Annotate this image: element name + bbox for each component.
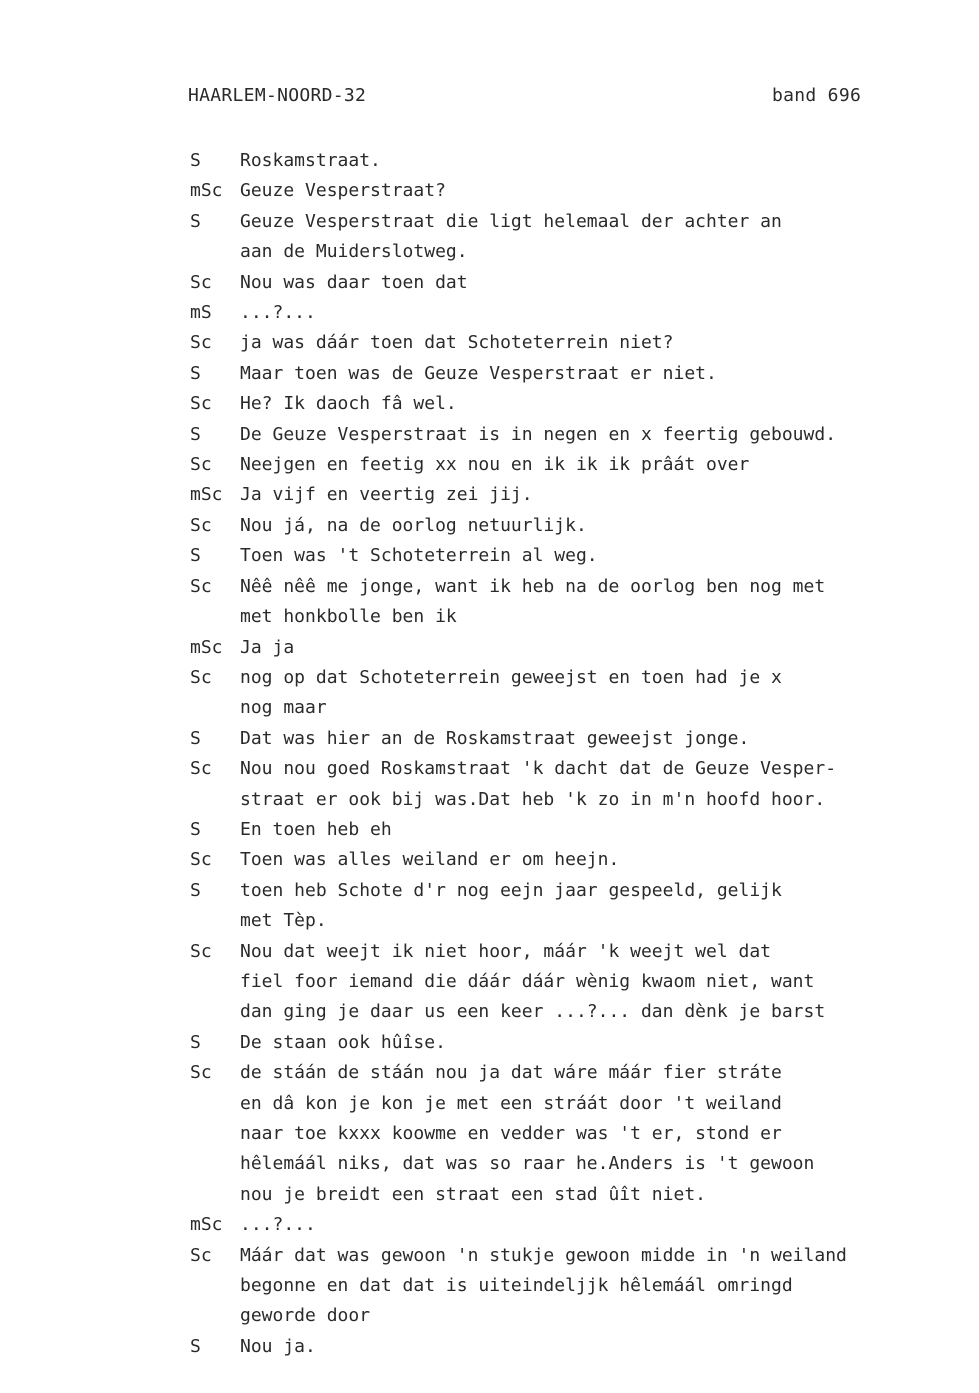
transcript-entry	[190, 541, 950, 571]
transcript-entry	[190, 937, 950, 1028]
utterance-line: aan de Muiderslotweg.	[240, 241, 468, 263]
utterance-line: Geuze Vesperstraat die ligt helemaal der achter an	[240, 210, 782, 232]
utterance	[240, 633, 950, 663]
transcript-entry	[190, 815, 950, 845]
utterance-line: Ja ja	[240, 636, 295, 658]
transcript-entry	[190, 176, 950, 206]
utterance-line: Dat was hier an de Roskamstraat geweejst jonge.	[240, 727, 750, 749]
utterance-line: begonne en dat dat is uiteindeljjk hêlemáál omringd	[240, 1275, 793, 1297]
utterance-line: Máár dat was gewoon 'n stukje gewoon midde in 'n weiland	[240, 1244, 847, 1266]
utterance-line: dan ging je daar us een keer ...?... dan dènk je barst	[240, 1001, 826, 1023]
utterance	[240, 724, 950, 754]
utterance-line: geworde door	[240, 1305, 371, 1327]
utterance	[240, 572, 950, 633]
utterance-line: Neejgen en feetig xx nou en ik ik ik prâát over	[240, 454, 750, 476]
utterance	[240, 146, 950, 176]
utterance	[240, 876, 950, 937]
utterance-line: Nou nou goed Roskamstraat 'k dacht dat de Geuze Vesper-	[240, 758, 837, 780]
transcript-entry	[190, 389, 950, 419]
speaker-label: Sc	[190, 454, 212, 476]
utterance-line: met honkbolle ben ik	[240, 606, 457, 628]
utterance	[240, 389, 950, 419]
utterance-line: Geuze Vesperstraat?	[240, 180, 446, 202]
utterance-line: hêlemáál niks, dat was so raar he.Anders is 't gewoon	[240, 1153, 815, 1175]
utterance	[240, 1058, 950, 1210]
utterance	[240, 480, 950, 510]
utterance-line: De Geuze Vesperstraat is in negen en x feertig gebouwd.	[240, 423, 837, 445]
utterance-line: straat er ook bij was.Dat heb 'k zo in m'n hoofd hoor.	[240, 788, 826, 810]
document-id: HAARLEM-NOORD-32	[188, 85, 367, 106]
utterance-line: fiel foor iemand die dáár dáár wènig kwaom niet, want	[240, 970, 815, 992]
utterance	[240, 541, 950, 571]
transcript-entry	[190, 724, 950, 754]
utterance-line: de stáán de stáán nou ja dat wáre máár fier stráte	[240, 1062, 782, 1084]
utterance	[240, 207, 950, 268]
utterance-line: Nou was daar toen dat	[240, 271, 468, 293]
transcript-entry	[190, 146, 950, 176]
speaker-label: Sc	[190, 514, 212, 536]
speaker-label: mSc	[190, 180, 223, 202]
transcript-entry	[190, 663, 950, 724]
utterance-line: Toen was 't Schoteterrein al weg.	[240, 545, 598, 567]
utterance-line: De staan ook hûîse.	[240, 1031, 446, 1053]
speaker-label: S	[190, 879, 201, 901]
utterance-line: Maar toen was de Geuze Vesperstraat er niet.	[240, 362, 717, 384]
transcript-body	[190, 146, 950, 1362]
speaker-label: mSc	[190, 636, 223, 658]
utterance-line: en dâ kon je kon je met een stráát door 't weiland	[240, 1092, 782, 1114]
speaker-label: Sc	[190, 1062, 212, 1084]
utterance	[240, 754, 950, 815]
transcript-entry	[190, 572, 950, 633]
speaker-label: Sc	[190, 271, 212, 293]
transcript-entry	[190, 754, 950, 815]
speaker-label: Sc	[190, 332, 212, 354]
speaker-label: Sc	[190, 1244, 212, 1266]
utterance	[240, 1210, 950, 1240]
transcript-entry	[190, 207, 950, 268]
speaker-label: S	[190, 423, 201, 445]
utterance	[240, 663, 950, 724]
utterance-line: Nou dat weejt ik niet hoor, máár 'k weejt wel dat	[240, 940, 772, 962]
speaker-label: mSc	[190, 1214, 223, 1236]
speaker-label: S	[190, 362, 201, 384]
speaker-label: S	[190, 150, 201, 171]
speaker-label: Sc	[190, 575, 212, 597]
utterance	[240, 328, 950, 358]
utterance-line: Roskamstraat.	[240, 150, 381, 171]
utterance-line: He? Ik daoch fâ wel.	[240, 393, 457, 415]
speaker-label: Sc	[190, 940, 212, 962]
utterance	[240, 815, 950, 845]
utterance-line: nog op dat Schoteterrein geweejst en toen had je x	[240, 666, 782, 688]
transcript-entry	[190, 328, 950, 358]
transcript-entry	[190, 420, 950, 450]
speaker-label: S	[190, 545, 201, 567]
utterance-line: Ja vijf en veertig zei jij.	[240, 484, 533, 506]
transcript-entry	[190, 511, 950, 541]
transcript-entry	[190, 450, 950, 480]
transcript-entry	[190, 298, 950, 328]
utterance	[240, 359, 950, 389]
transcript-entry	[190, 1332, 950, 1362]
speaker-label: mS	[190, 302, 212, 324]
speaker-label: S	[190, 1335, 201, 1357]
utterance-line: Nou ja.	[240, 1335, 316, 1357]
transcript-entry	[190, 845, 950, 875]
utterance-line: toen heb Schote d'r nog eejn jaar gespeeld, gelijk	[240, 879, 782, 901]
speaker-label: mSc	[190, 484, 223, 506]
utterance	[240, 1028, 950, 1058]
utterance	[240, 298, 950, 328]
tape-number: band 696	[772, 85, 862, 106]
utterance-line: naar toe kxxx koowme en vedder was 't er, stond er	[240, 1123, 782, 1144]
utterance	[240, 937, 950, 1028]
utterance-line: met Tèp.	[240, 910, 327, 932]
utterance	[240, 1332, 950, 1362]
transcript-entry	[190, 1028, 950, 1058]
utterance	[240, 845, 950, 875]
utterance-line: nou je breidt een straat een stad ûît niet.	[240, 1183, 706, 1205]
utterance-line: Toen was alles weiland er om heejn.	[240, 849, 620, 871]
transcript-entry	[190, 268, 950, 298]
utterance-line: ja was dáár toen dat Schoteterrein niet?	[240, 332, 674, 354]
transcript-entry	[190, 1210, 950, 1240]
utterance-line: ...?...	[240, 1214, 316, 1236]
utterance	[240, 511, 950, 541]
speaker-label: Sc	[190, 666, 212, 688]
transcript-entry	[190, 876, 950, 937]
utterance-line: Nêê nêê me jonge, want ik heb na de oorlog ben nog met	[240, 575, 826, 597]
utterance	[240, 1241, 950, 1332]
utterance-line: En toen heb eh	[240, 818, 392, 840]
transcript-entry	[190, 480, 950, 510]
transcript-entry	[190, 1241, 950, 1332]
utterance-line: Nou já, na de oorlog netuurlijk.	[240, 514, 587, 536]
speaker-label: Sc	[190, 758, 212, 780]
speaker-label: Sc	[190, 393, 212, 415]
utterance	[240, 450, 950, 480]
speaker-label: Sc	[190, 849, 212, 871]
utterance	[240, 176, 950, 206]
transcript-entry	[190, 359, 950, 389]
speaker-label: S	[190, 727, 201, 749]
utterance-line: nog maar	[240, 697, 327, 719]
speaker-label: S	[190, 818, 201, 840]
utterance	[240, 268, 950, 298]
speaker-label: S	[190, 210, 201, 232]
transcript-entry	[190, 633, 950, 663]
utterance	[240, 420, 950, 450]
transcript-entry	[190, 1058, 950, 1210]
utterance-line: ...?...	[240, 302, 316, 324]
speaker-label: S	[190, 1031, 201, 1053]
